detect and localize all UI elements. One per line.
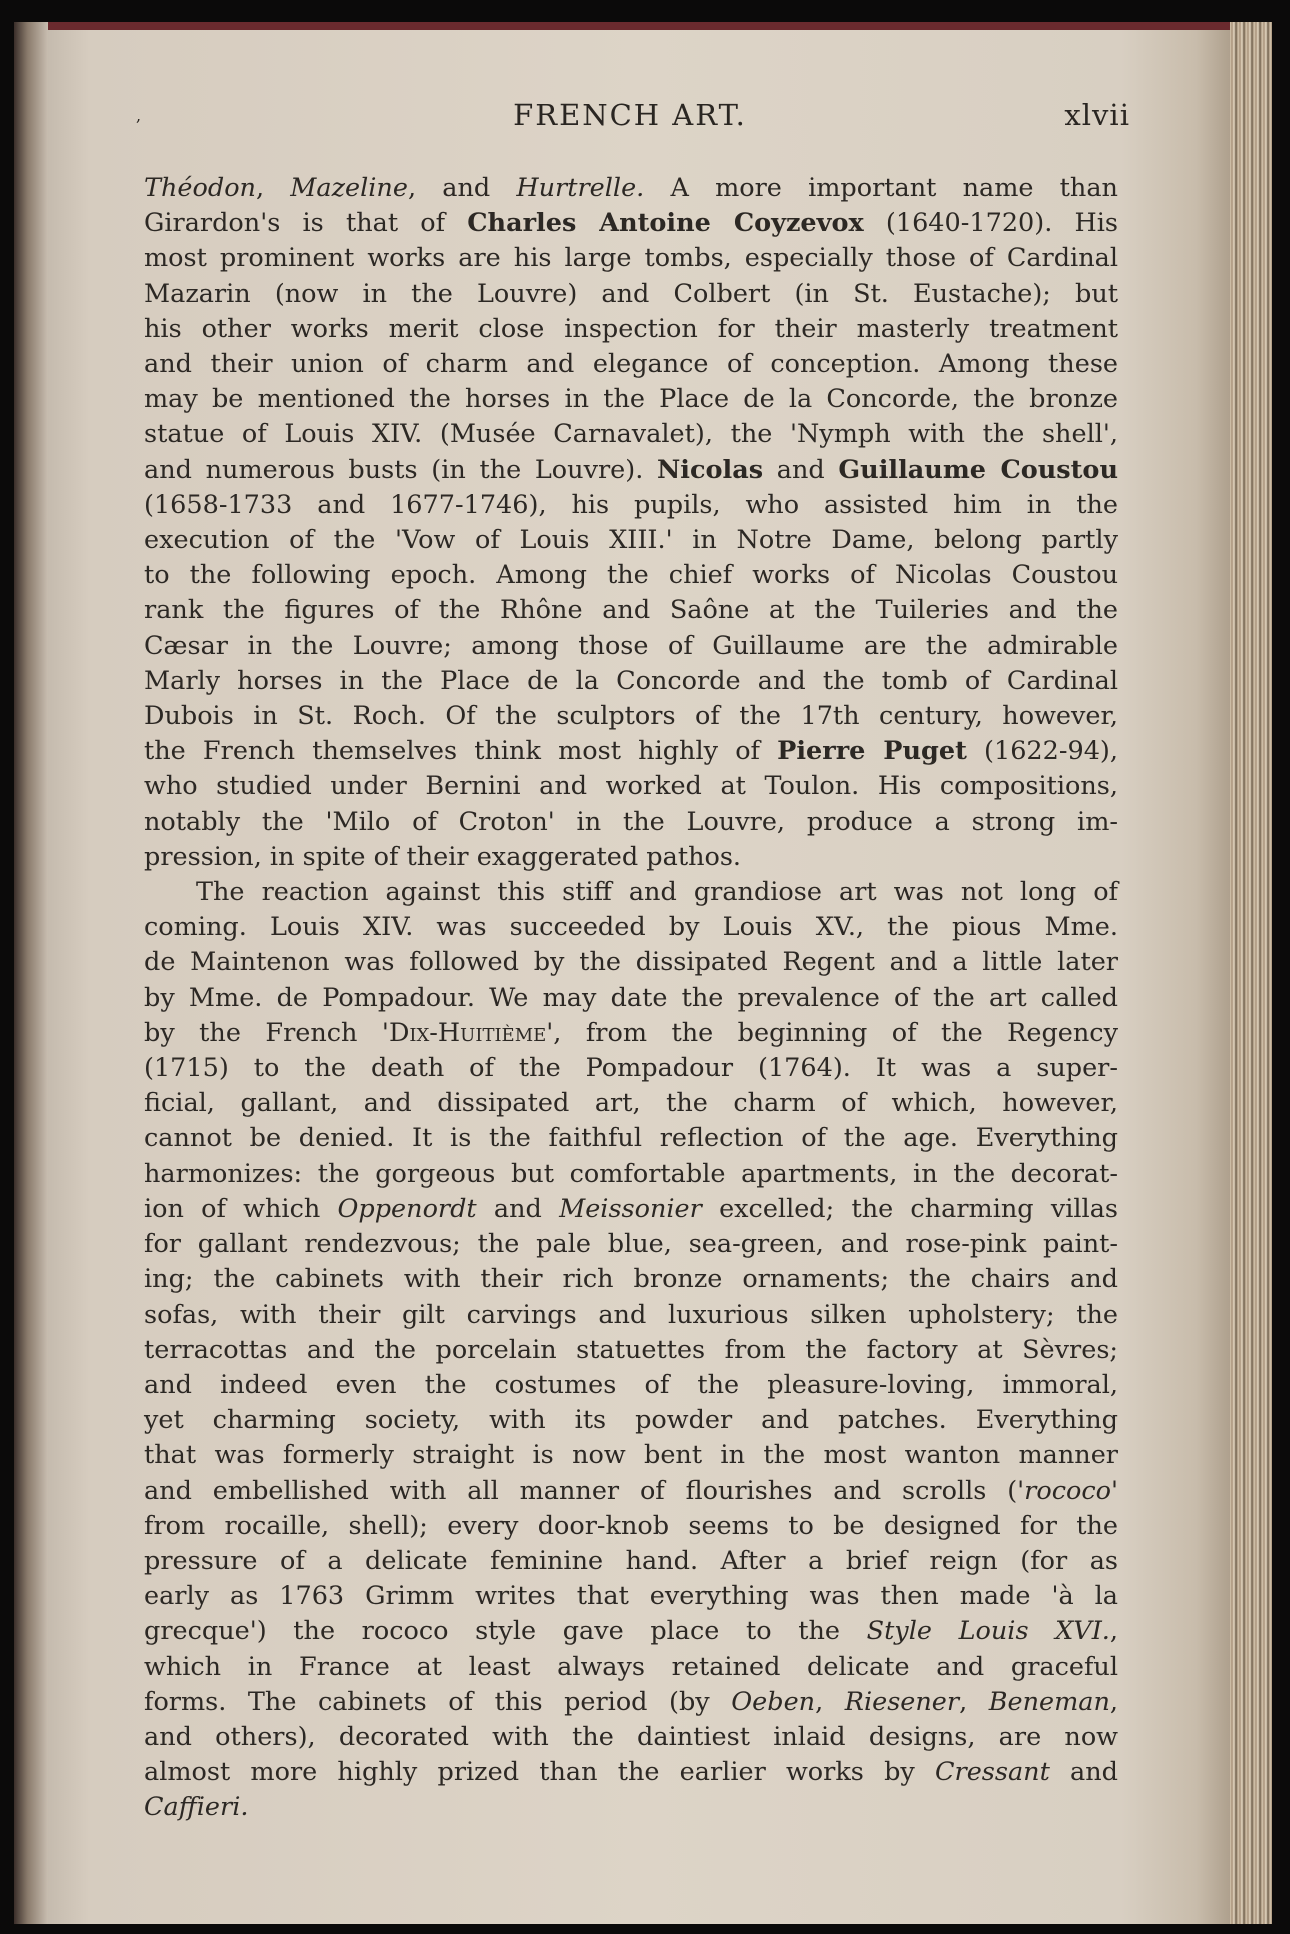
text-line: [144, 1333, 1118, 1368]
text-run: ,: [255, 173, 291, 203]
text-run: , and: [407, 173, 517, 203]
text-line: [144, 1121, 1118, 1156]
text-run: yet charming society, with its powder and patches. Everything: [144, 1405, 1118, 1436]
text-run: from rocaille, shell); every door-knob seems to be designed for the: [144, 1510, 1118, 1541]
header-mark: ,: [136, 106, 142, 125]
text-run: grecque') the rococo style gave place to the: [144, 1616, 867, 1647]
text-line: [144, 875, 1118, 910]
text-line: [144, 1544, 1118, 1579]
italic-text: Caffieri.: [144, 1792, 249, 1823]
text-line: [144, 171, 1118, 206]
text-run: pressure of a delicate feminine hand. After a brief reign (for as: [144, 1545, 1118, 1576]
text-run: sofas, with their gilt carvings and luxurious silken upholstery; the: [144, 1299, 1118, 1330]
text-line: [144, 734, 1118, 769]
text-run: almost more highly prized than the earlier works by: [144, 1757, 935, 1788]
text-run: cannot be denied. It is the faithful reflection of the age. Everything: [144, 1123, 1118, 1154]
italic-text: Oppenordt: [337, 1193, 477, 1224]
text-run: the French themselves think most highly of: [144, 736, 778, 767]
text-run: may be mentioned the horses in the Place de la Concorde, the bronze: [144, 384, 1118, 415]
text-line: [144, 1720, 1118, 1755]
text-run: who studied under Bernini and worked at Toulon. His compositions,: [144, 771, 1118, 802]
text-run: (1640-1720). His: [863, 208, 1118, 239]
text-run: ing; the cabinets with their rich bronze ornaments; the chairs and: [144, 1264, 1118, 1295]
text-line: [144, 1650, 1118, 1685]
bold-name: Charles Antoine Coyzevox: [467, 208, 864, 239]
text-run: The reaction against this stiff and grandiose art was not long of: [196, 877, 1118, 908]
text-run: (1622-94),: [966, 736, 1118, 767]
text-run: de Maintenon was followed by the dissipated Regent and a little later: [144, 947, 1118, 978]
italic-text: Mazeline: [290, 173, 408, 203]
text-run: rank the figures of the Rhône and Saône at the Tuileries and the: [144, 595, 1118, 626]
text-run: ion of which: [144, 1193, 338, 1224]
text-line: [144, 1262, 1118, 1297]
text-run: early as 1763 Grimm writes that everything was then made 'à la: [144, 1581, 1118, 1612]
text-run: harmonizes: the gorgeous but comfortable apartments, in the decorat-: [144, 1158, 1118, 1189]
text-line: [144, 558, 1118, 593]
binding-strip: [14, 22, 1272, 30]
text-run: A more important name than: [644, 173, 1118, 203]
text-run: his other works merit close inspection for their masterly treatment: [144, 313, 1118, 344]
text-line: [144, 1016, 1118, 1051]
text-line: [144, 453, 1118, 488]
italic-text: Style Louis XVI.: [866, 1616, 1110, 1647]
text-line: [144, 488, 1118, 523]
text-line: [144, 206, 1118, 241]
text-line: [144, 593, 1118, 628]
text-line: [144, 1579, 1118, 1614]
italic-text: Riesener: [844, 1686, 960, 1717]
text-line: [144, 1790, 1118, 1825]
text-run: to the following epoch. Among the chief works of Nicolas Coustou: [144, 560, 1118, 591]
text-run: Girardon's is that of: [144, 208, 468, 239]
text-run: and others), decorated with the daintiest inlaid designs, are now: [144, 1721, 1118, 1752]
text-run: most prominent works are his large tombs, especially those of Cardinal: [144, 243, 1118, 274]
text-run: forms. The cabinets of this period (by: [144, 1686, 732, 1717]
text-run: (1715) to the death of the Pompadour (1764). It was a super-: [144, 1053, 1118, 1084]
text-line: [144, 981, 1118, 1016]
body-text: [144, 171, 1118, 1826]
text-run: Mazarin (now in the Louvre) and Colbert (in St. Eustache); but: [144, 278, 1118, 309]
text-line: [144, 382, 1118, 417]
text-run: (1658-1733 and 1677-1746), his pupils, who assisted him in the: [144, 489, 1118, 520]
text-run: Dubois in St. Roch. Of the sculptors of the 17th century, however,: [144, 701, 1118, 732]
text-line: [144, 347, 1118, 382]
italic-text: Oeben: [731, 1686, 816, 1717]
text-run: ,: [959, 1686, 989, 1717]
text-line: [144, 417, 1118, 452]
text-line: [144, 1685, 1118, 1720]
text-line: [144, 277, 1118, 312]
text-run: Marly horses in the Place de la Concorde and the tomb of Cardinal: [144, 665, 1118, 696]
text-line: [144, 664, 1118, 699]
text-run: ficial, gallant, and dissipated art, the charm of which, however,: [144, 1088, 1118, 1119]
text-line: [144, 699, 1118, 734]
text-run: which in France at least always retained delicate and graceful: [144, 1651, 1118, 1682]
italic-text: Beneman: [988, 1686, 1110, 1717]
text-line: [144, 629, 1118, 664]
text-line: [144, 1227, 1118, 1262]
text-run: execution of the 'Vow of Louis XIII.' in Notre Dame, belong partly: [144, 525, 1118, 556]
book-page: [14, 22, 1272, 1924]
text-run: and numerous busts (in the Louvre).: [144, 454, 657, 485]
text-run: Cæsar in the Louvre; among those of Guillaume are the admirable: [144, 630, 1118, 661]
text-run: and: [763, 454, 839, 485]
text-line: [144, 769, 1118, 804]
text-run: pression, in spite of their exaggerated pathos.: [144, 841, 742, 872]
text-run: ,: [1109, 1686, 1119, 1717]
text-line: [144, 523, 1118, 558]
page-number: xlvii: [1064, 98, 1130, 132]
text-run: terracottas and the porcelain statuettes from the factory at Sèvres;: [144, 1334, 1118, 1365]
text-run: statue of Louis XIV. (Musée Carnavalet), the 'Nymph with the shell',: [144, 419, 1118, 450]
text-line: [144, 1298, 1118, 1333]
text-line: [144, 1755, 1118, 1790]
text-run: by Mme. de Pompadour. We may date the prevalence of the art called: [144, 982, 1118, 1013]
text-line: [144, 1051, 1118, 1086]
text-line: [144, 1509, 1118, 1544]
text-line: [144, 312, 1118, 347]
italic-text: rococo: [1024, 1475, 1111, 1506]
text-run: and: [476, 1193, 560, 1224]
text-line: [144, 945, 1118, 980]
italic-text: Théodon: [144, 173, 256, 203]
text-line: [144, 1368, 1118, 1403]
text-run: and indeed even the costumes of the pleasure-loving, immoral,: [144, 1369, 1118, 1400]
text-run: and their union of charm and elegance of conception. Among these: [144, 349, 1118, 380]
text-run: ,: [815, 1686, 845, 1717]
text-run: and: [1049, 1757, 1118, 1788]
text-run: ', from the beginning of the Regency: [546, 1017, 1118, 1048]
text-run: notably the 'Milo of Croton' in the Louvre, produce a strong im-: [144, 806, 1118, 837]
text-line: [144, 1403, 1118, 1438]
text-run: ': [1110, 1475, 1118, 1506]
text-line: [144, 910, 1118, 945]
text-line: [144, 241, 1118, 276]
text-line: [144, 1192, 1118, 1227]
italic-text: Meissonier: [559, 1193, 702, 1224]
running-header: [130, 84, 1130, 134]
text-run: for gallant rendezvous; the pale blue, sea-green, and rose-pink paint-: [144, 1229, 1118, 1260]
running-title: FRENCH ART.: [513, 98, 747, 132]
text-run: that was formerly straight is now bent in the most wanton manner: [144, 1440, 1118, 1471]
page-edges: [1230, 22, 1272, 1924]
text-run: coming. Louis XIV. was succeeded by Louis XV., the pious Mme.: [144, 912, 1118, 943]
text-line: [144, 840, 1118, 875]
text-run: and embellished with all manner of flourishes and scrolls (': [144, 1475, 1025, 1506]
page-gutter: [14, 22, 48, 1924]
italic-text: Hurtrelle.: [516, 173, 645, 203]
bold-name: Nicolas: [656, 454, 764, 485]
text-run: excelled; the charming villas: [701, 1193, 1118, 1224]
text-line: [144, 1614, 1118, 1649]
text-line: [144, 805, 1118, 840]
text-run: ,: [1109, 1616, 1118, 1647]
text-line: [144, 1157, 1118, 1192]
italic-text: Cressant: [935, 1757, 1050, 1788]
bold-name: Guillaume Coustou: [838, 454, 1118, 485]
text-run: Dix-Huitième: [388, 1017, 547, 1048]
text-line: [144, 1474, 1118, 1509]
bold-name: Pierre Puget: [777, 736, 967, 767]
text-run: by the French ': [144, 1017, 389, 1048]
text-line: [144, 1438, 1118, 1473]
text-line: [144, 1086, 1118, 1121]
